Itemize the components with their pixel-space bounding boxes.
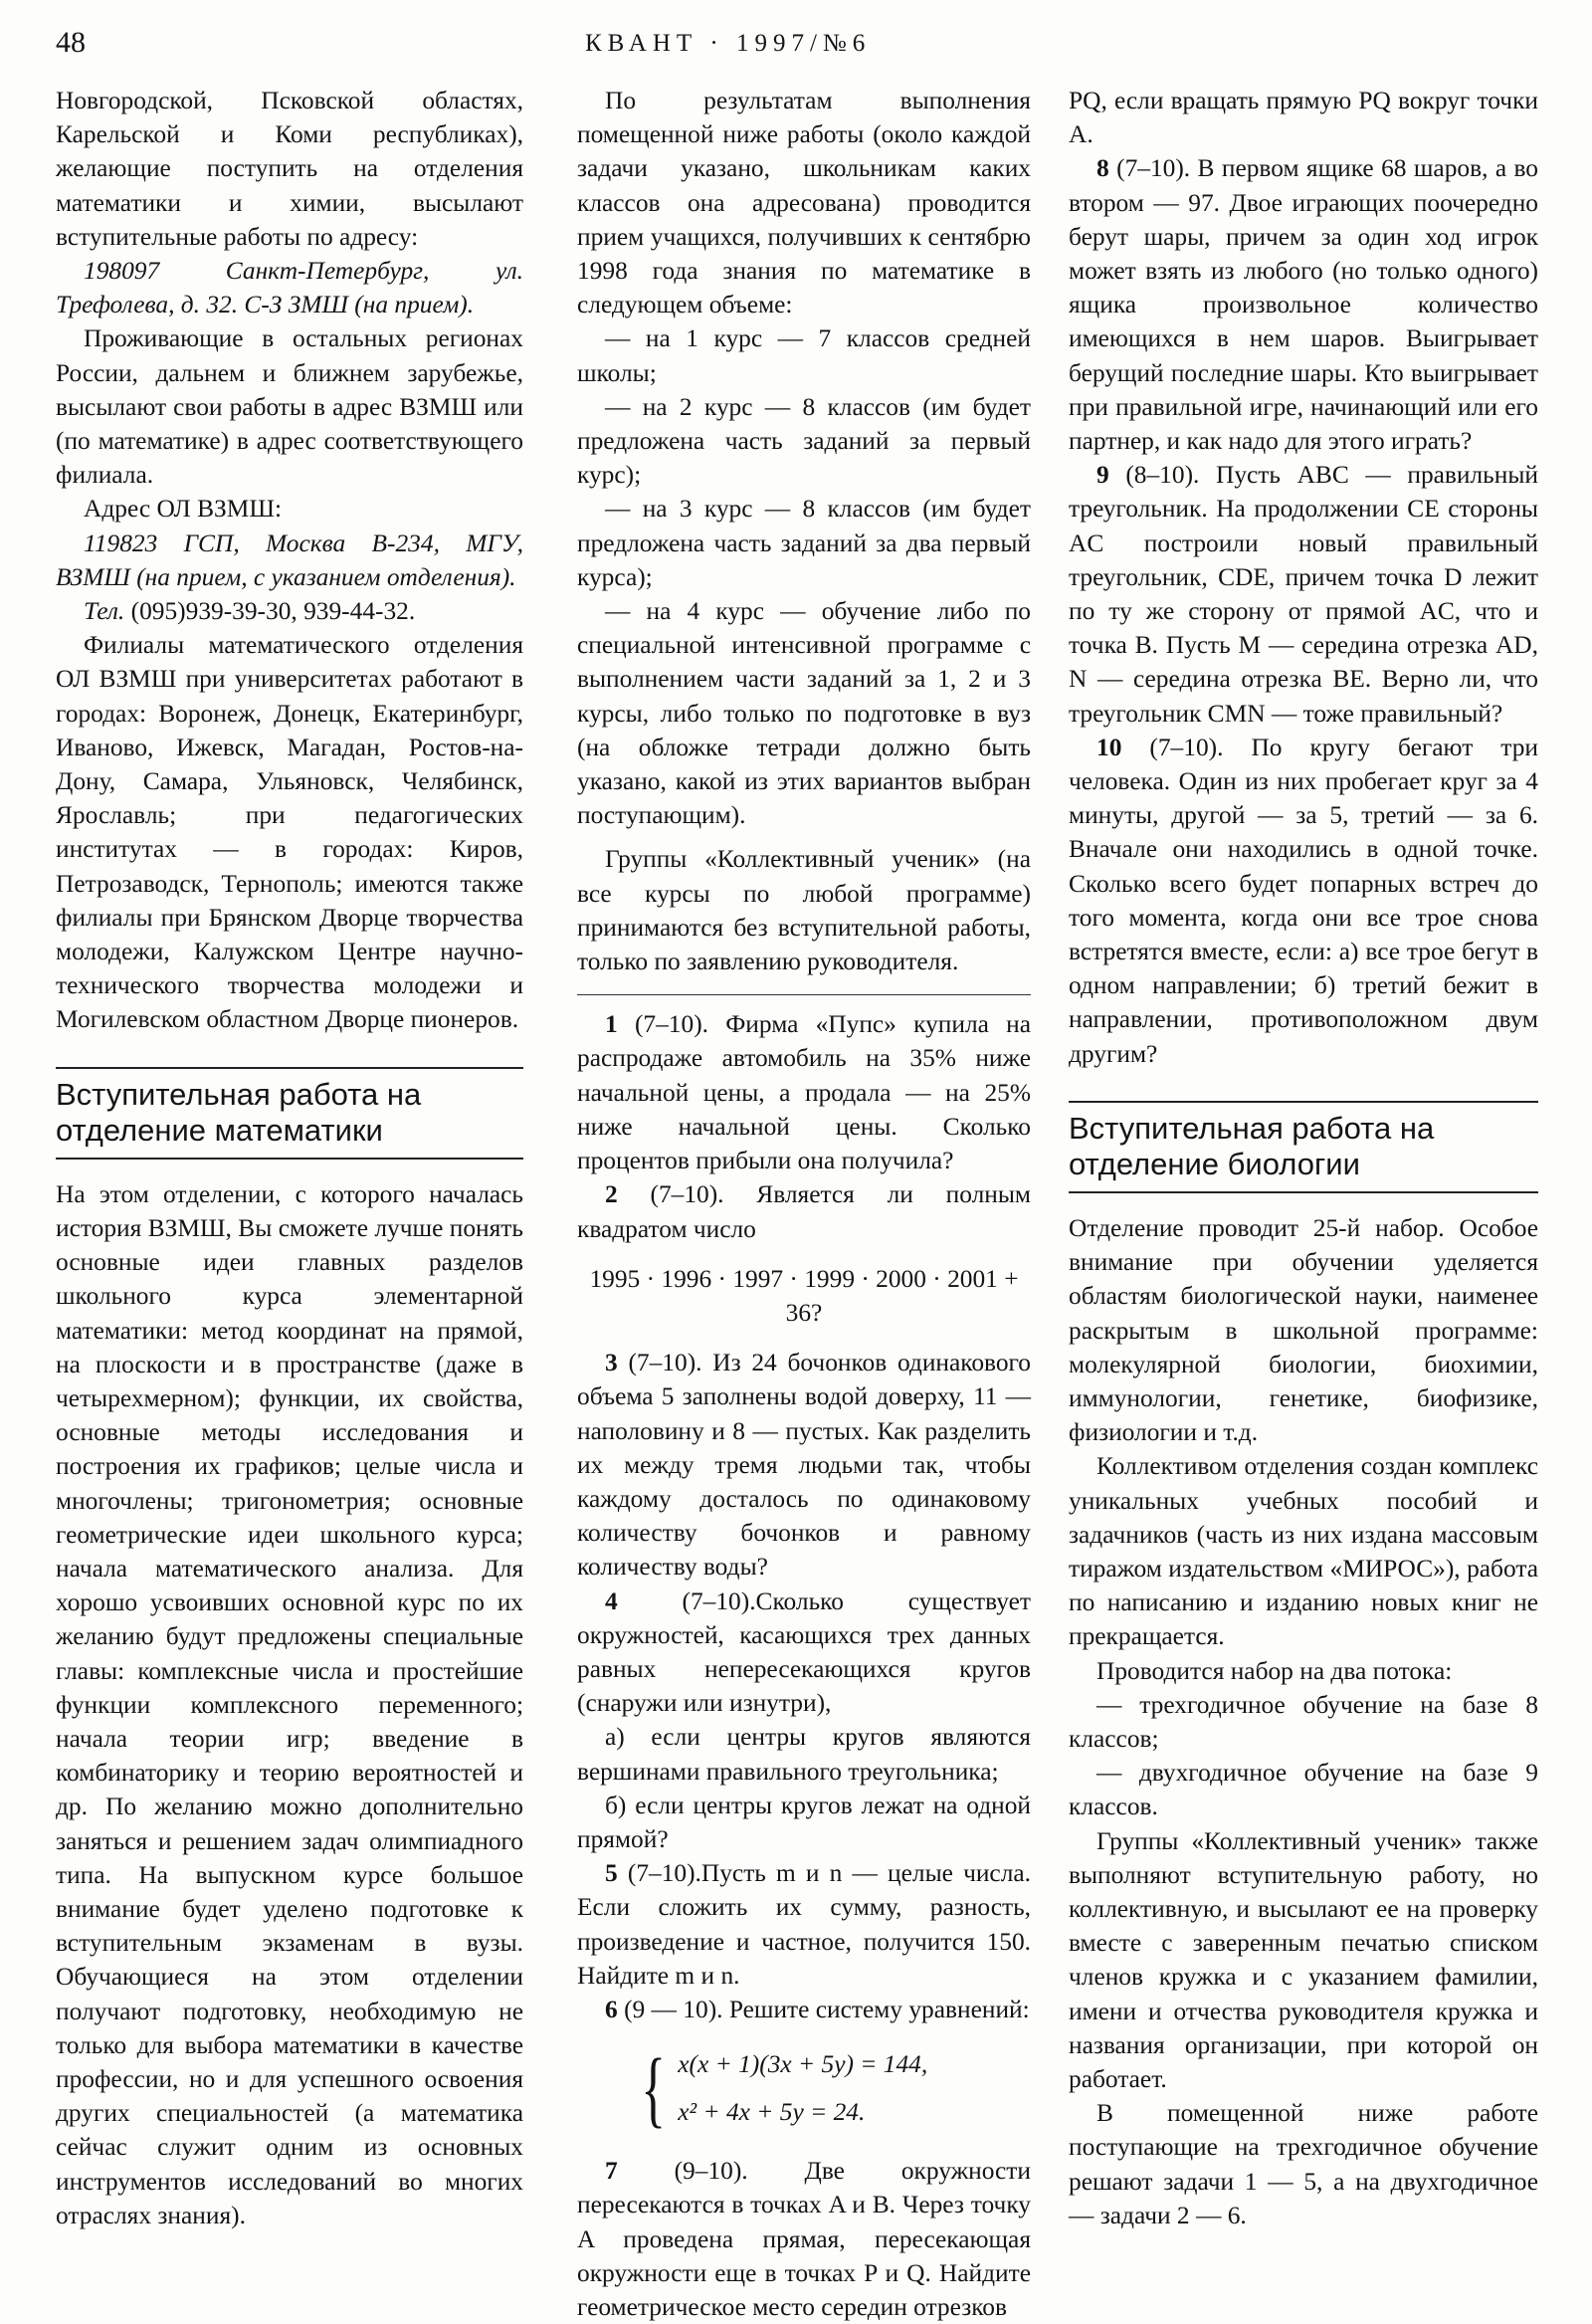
paragraph: Отделение проводит 25-й набор. Особое внимание при обучении уделяется областям биологической науки, наименее раскрытым в школьной программе: молекулярной биологии, биохимии, иммунологии, генетике, биофизике, физиологии и т.д.	[1069, 1213, 1538, 1447]
task-text: (7–10). По кругу бегают три человека. Один из них пробегает круг за 4 минуты, другой — за 5, третий — за 6. Вначале они находились в одной точке. Сколько всего будет попарных встреч до того момента, когда они все трое снова встретятся вместе, если: а) все трое бегут в одном направлении; б) третий бежит в направлении, противоположном двум другим?	[1069, 733, 1538, 1068]
task-3	[577, 1346, 1031, 1584]
task-text: (7–10). Из 24 бочонков одинакового объема 5 заполнены водой доверху, 11 — наполовину и 8 — пустых. Как разделить их между тремя людьми так, чтобы каждому досталось по одинаковому количеству бочонков и равному количеству воды?	[577, 1349, 1031, 1582]
task-9	[1069, 458, 1538, 731]
task-text: (9–10). Две окружности пересекаются в точках A и B. Через точку A проведена прямая, пересекающая окружности еще в точках P и Q. Найдите геометрическое место середин отрезков	[577, 2157, 1031, 2321]
task-5	[577, 1856, 1031, 1993]
list-item: — на 4 курс — обучение либо по специальной интенсивной программе с выполнением части заданий за 1, 2 и 3 курсы, либо только по подготовке в вуз (на обложке тетради должно быть указано, какой из этих вариантов выбран поступающим).	[577, 597, 1031, 830]
brace-icon: {	[641, 2040, 667, 2137]
section-heading-biology: Вступительная работа на отделение биологии	[1069, 1101, 1538, 1193]
section-heading-math: Вступительная работа на отделение математики	[56, 1067, 523, 1160]
phone-label: Тел.	[84, 597, 125, 626]
paragraph: Адрес ОЛ ВЗМШ:	[84, 495, 283, 524]
task-number: 4	[605, 1586, 618, 1615]
phone-line	[56, 594, 523, 628]
task-text: (7–10).Пусть m и n — целые числа. Если сложить их сумму, разность, произведение и частное, получится 150. Найдите m и n.	[577, 1859, 1031, 1990]
task-text: (7–10). Является ли полным квадратом число	[577, 1180, 1031, 1243]
paragraph: PQ, если вращать прямую PQ вокруг точки A.	[1069, 87, 1538, 149]
list-item: — трехгодичное обучение на базе 8 классов;	[1069, 1690, 1538, 1753]
paragraph: В помещенной ниже работе поступающие на трехгодичное обучение решают задачи 1 — 5, а на двухгодичное — задачи 2 — 6.	[1069, 2099, 1538, 2229]
paragraph: На этом отделении, с которого началась история ВЗМШ, Вы сможете лучше понять основные идеи главных разделов школьного курса элементарной математики: метод координат на прямой, на плоскости и в пространстве (даже в четырехмерном); функции, их свойства, основные методы исследования и построения их графиков; целые числа и многочлены; тригонометрия; основные геометрические идеи школьного курса; начала математического анализа. Для хорошо усвоивших основной курс по их желанию будут предложены специальные главы: комплексные числа и простейшие функции комплексного переменного; начала теории игр; введение в комбинаторику и теорию вероятностей и др. По желанию можно дополнительно заняться и решением задач олимпиадного типа. На выпускном курсе большое внимание будет уделено подготовке к вступительным экзаменам в вузы. Обучающиеся на этом отделении получают подготовку, необходимую не только для выбора математики в качестве профессии, но и для успешного освоения других специальностей (а математика сейчас служит одним из основных инструментов исследований во многих отраслях знания).	[56, 1179, 523, 2229]
paragraph: Коллективом отделения создан комплекс уникальных учебных пособий и задачников (часть из них издана массовым тиражом издательством «МИРОС»), работа по написанию и изданию новых книг не прекращается.	[1069, 1452, 1538, 1651]
column-1	[56, 84, 523, 2232]
task-2	[577, 1177, 1031, 1245]
task-4b: б) если центры кругов лежат на одной прямой?	[577, 1791, 1031, 1853]
task-text: (7–10). Фирма «Пупс» купила на распродаже автомобиль на 35% ниже начальной цены, а продала — на 25% ниже начальной цены. Сколько процентов прибыли она получила?	[577, 1010, 1031, 1175]
running-head: КВАНТ · 1997/№6	[585, 30, 872, 57]
task-number: 9	[1096, 461, 1109, 490]
task-text: (7–10).Сколько существует окружностей, касающихся трех данных равных непересекающихся кругов (снаружи или изнутри),	[577, 1586, 1031, 1718]
task-7	[577, 2154, 1031, 2324]
paragraph: Проводится набор на два потока:	[1096, 1656, 1453, 1685]
task-4a: а) если центры кругов являются вершинами правильного треугольника;	[577, 1723, 1031, 1786]
task-number: 3	[605, 1349, 618, 1377]
task-10	[1069, 731, 1538, 1071]
page-number: 48	[56, 26, 86, 59]
task-8	[1069, 151, 1538, 458]
column-2	[577, 84, 1031, 2324]
column-3	[1069, 84, 1538, 2232]
divider	[577, 994, 1031, 995]
list-item: — на 1 курс — 7 классов средней школы;	[577, 324, 1031, 387]
task-text: (8–10). Пусть ABC — правильный треугольник. На продолжении CE стороны AC построили новый правильный треугольник, CDE, причем точка D лежит по ту же сторону от прямой AC, что и точка B. Пусть M — середина отрезка AD, N — середина отрезка BE. Верно ли, что треугольник CMN — тоже правильный?	[1069, 461, 1538, 728]
equation-system	[633, 2040, 1031, 2136]
task-number: 1	[605, 1010, 618, 1039]
list-item: — двухгодичное обучение на базе 9 классов.	[1069, 1759, 1538, 1821]
paragraph: Филиалы математического отделения ОЛ ВЗМШ при университетах работают в городах: Воронеж, Донецк, Екатеринбург, Иваново, Ижевск, Магадан, Ростов-на-Дону, Самара, Ульяновск, Челябинск, Ярославль; при педагогических институтах — в городах: Киров, Петрозаводск, Тернополь; имеются также филиалы при Брянском Дворце творчества молодежи, Калужском Центре научно-технического творчества молодежи и Могилевском областном Дворце пионеров.	[56, 631, 523, 1034]
paragraph: Группы «Коллективный ученик» также выполняют вступительную работу, но коллективную, и высылают ее на проверку вместе с заверенным печатью списком членов кружка и с указанием фамилии, имени и отчества руководителя кружка и названия организации, при которой он работает.	[1069, 1826, 1538, 2093]
paragraph: По результатам выполнения помещенной ниже работы (около каждой задачи указано, школьникам каких классов она адресована) проводится прием учащихся, получивших к сентябрю 1998 года знания по математике в следующем объеме:	[577, 87, 1031, 319]
equation-line: x(x + 1)(3x + 5y) = 144,	[678, 2050, 928, 2079]
task-text: (7–10). В первом ящике 68 шаров, а во втором — 97. Двое играющих поочередно берут шары, причем за один ход игрок может взять из любого (но только одного) ящика произвольное количество имеющихся в нем шаров. Выигрывает берущий последние шары. Кто выигрывает при правильной игре, начинающий или его партнер, и как надо для этого играть?	[1069, 154, 1538, 456]
task-1	[577, 1007, 1031, 1177]
address-szmsh: 198097 Санкт-Петербург, ул. Трефолева, д. 32. С-З ЗМШ (на прием).	[56, 257, 523, 319]
task-number: 6	[605, 1995, 618, 2023]
equation-line: x² + 4x + 5y = 24.	[678, 2098, 866, 2127]
list-item: — на 3 курс — 8 классов (им будет предложена часть заданий за два первый курса);	[577, 495, 1031, 591]
task-number: 5	[605, 1859, 618, 1888]
task-4	[577, 1585, 1031, 1721]
paragraph: Проживающие в остальных регионах России, дальнем и ближнем зарубежье, высылают свои работы в адрес ВЗМШ или (по математике) в адрес соответствующего филиала.	[56, 324, 523, 490]
address-olvzmsh: 119823 ГСП, Москва В-234, МГУ, ВЗМШ (на прием, с указанием отделения).	[56, 528, 523, 591]
task-text: (9 — 10). Решите систему уравнений:	[624, 1995, 1030, 2023]
task-number: 10	[1096, 733, 1122, 761]
paragraph: Группы «Коллективный ученик» (на все курсы по любой программе) принимаются без вступительной работы, только по заявлению руководителя.	[577, 845, 1031, 976]
paragraph: Новгородской, Псковской областях, Карельской и Коми республиках), желающие поступить на отделения математики и химии, высылают вступительные работы по адресу:	[56, 87, 523, 251]
list-item: — на 2 курс — 8 классов (им будет предложена часть заданий за первый курс);	[577, 392, 1031, 490]
equation: 1995 · 1996 · 1997 · 1999 · 2000 · 2001 + 36?	[589, 1264, 1019, 1327]
equation-lines	[678, 2040, 927, 2136]
task-number: 2	[605, 1180, 618, 1209]
phone-numbers: (095)939-39-30, 939-44-32.	[130, 597, 416, 626]
task-number: 8	[1096, 154, 1109, 183]
task-number: 7	[605, 2157, 618, 2186]
task-6	[577, 1993, 1031, 2026]
